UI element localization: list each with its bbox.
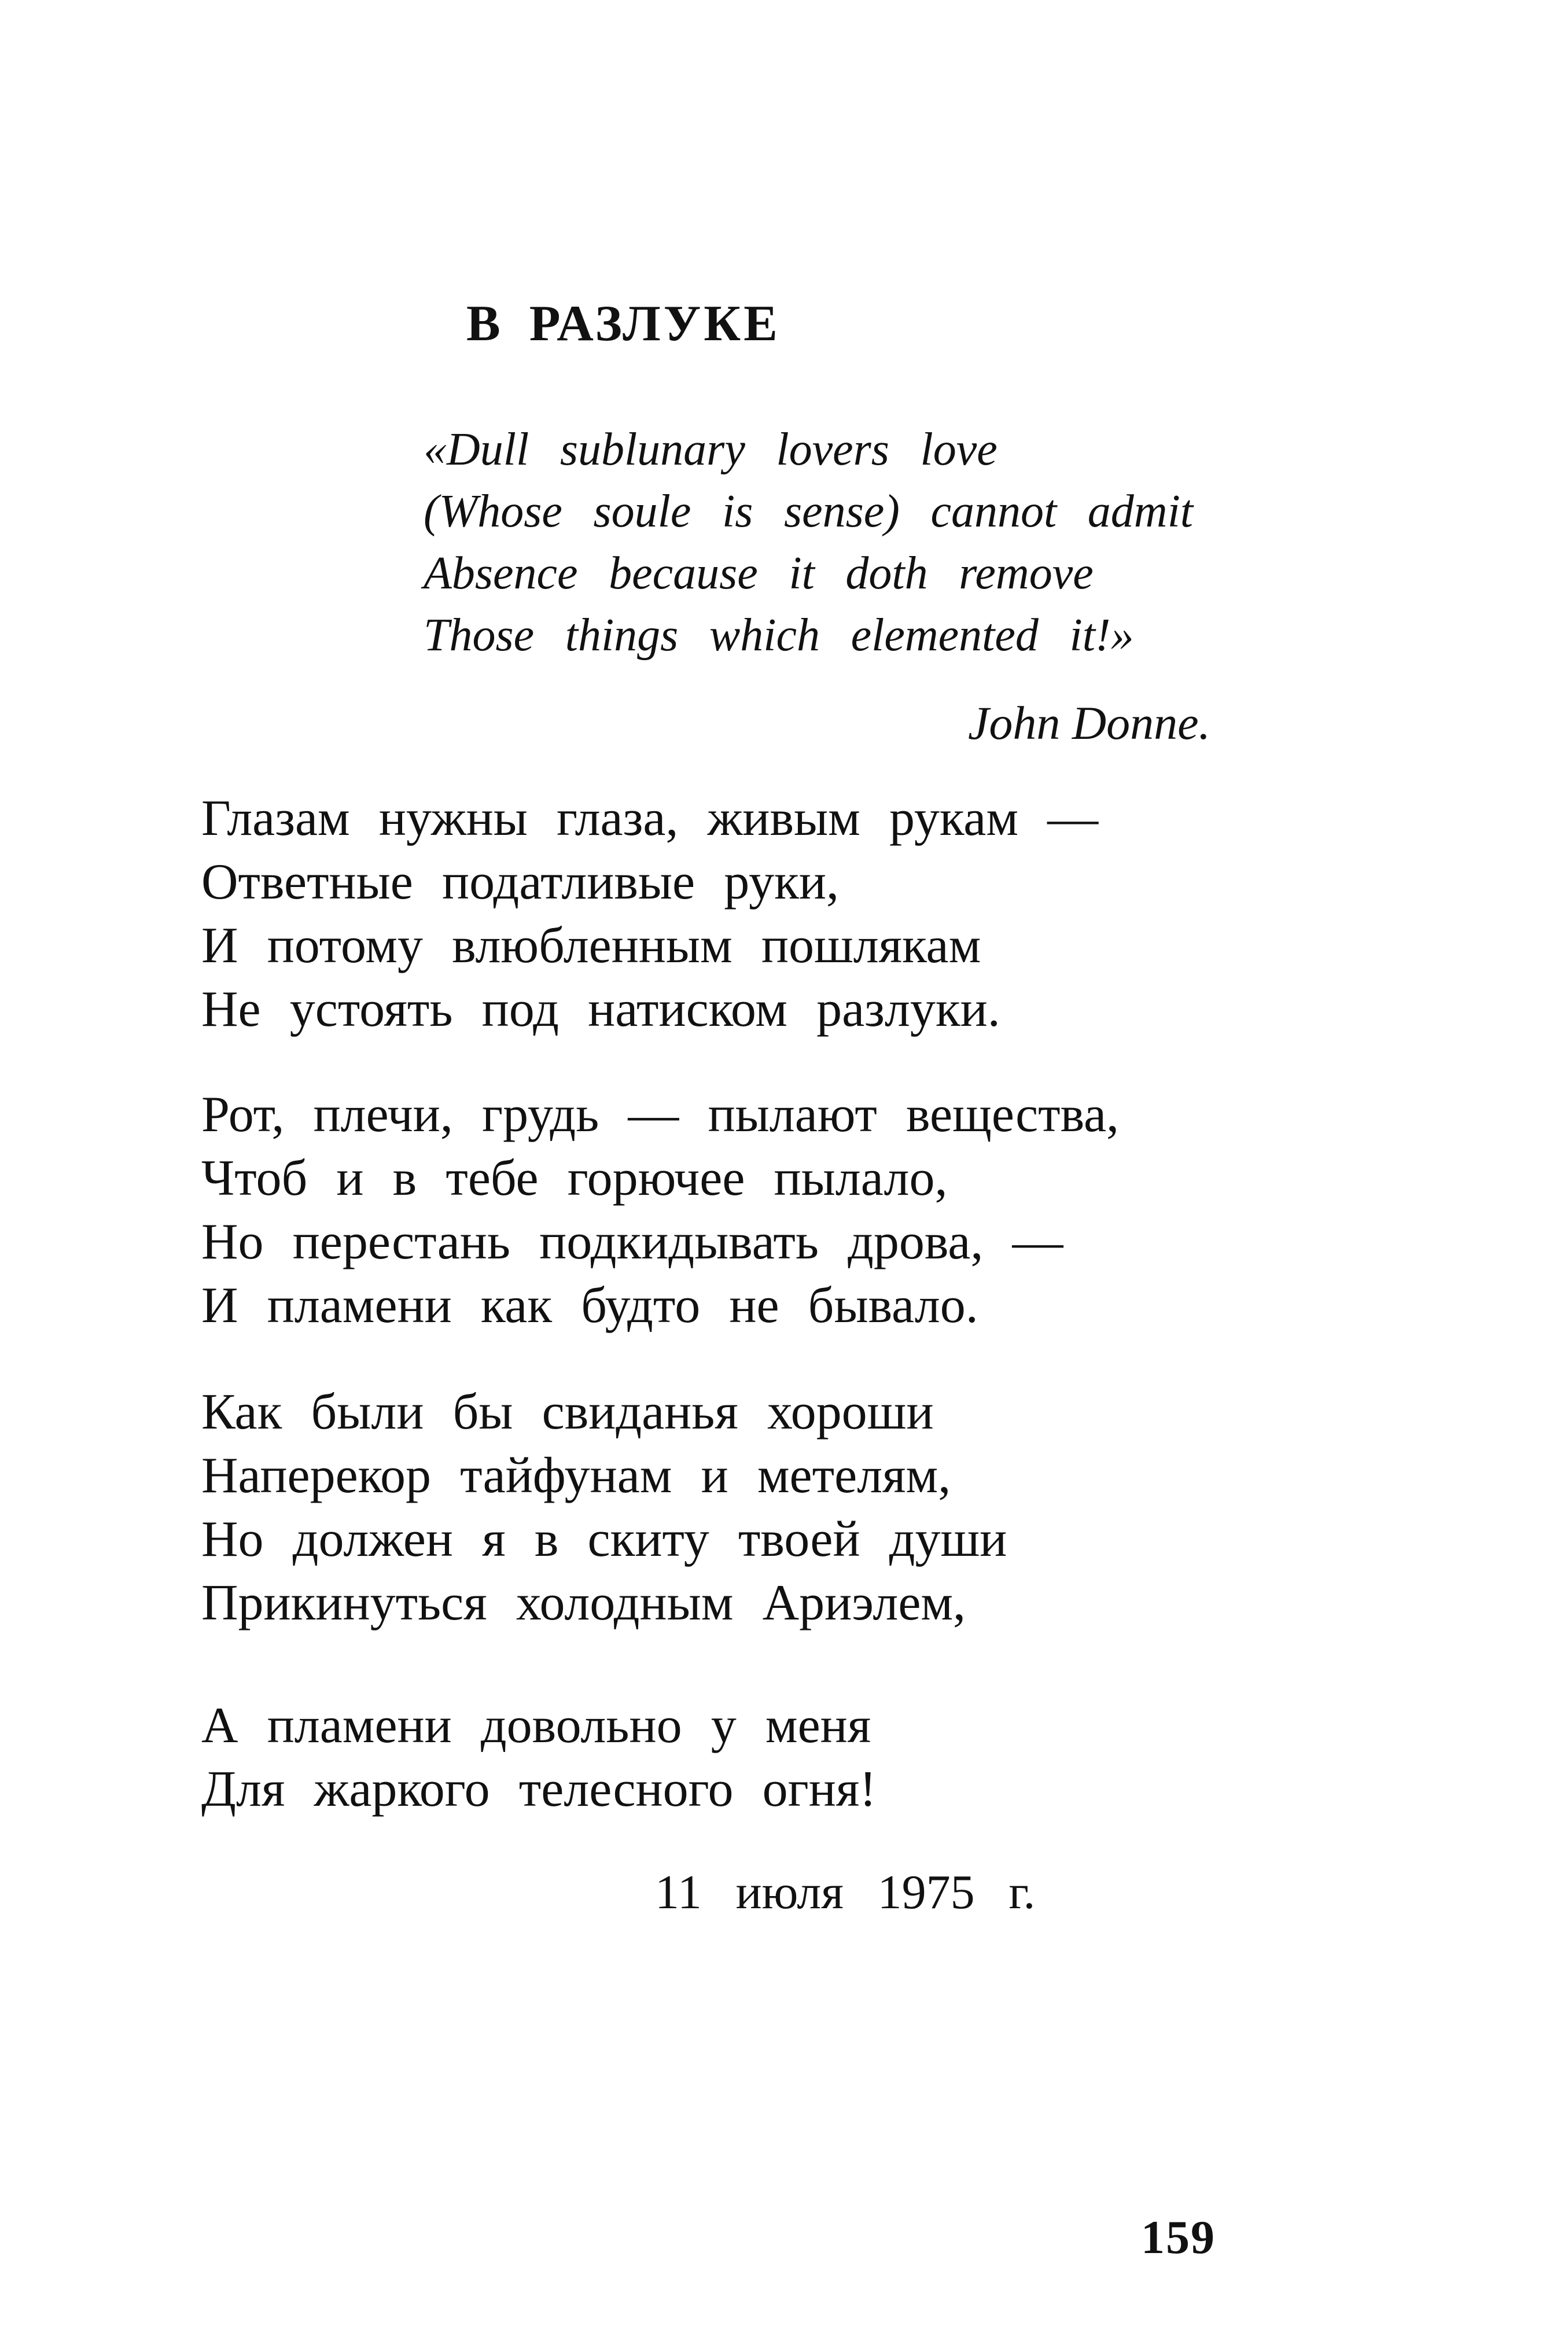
poem-line: Для жаркого телесного огня! — [201, 1761, 877, 1817]
poem-line: Глазам нужны глаза, живым рукам — — [201, 790, 1099, 846]
poem-line: И потому влюбленным пошлякам — [201, 918, 981, 974]
epigraph — [424, 419, 1210, 667]
poem-line: Но перестань подкидывать дрова, — — [201, 1214, 1063, 1270]
epigraph-line: «Dull sublunary lovers love — [424, 424, 998, 475]
poem-line: Прикинуться холодным Ариэлем, — [201, 1575, 966, 1631]
poem-title: В РАЗЛУКЕ — [466, 296, 781, 352]
poem-line: Как были бы свиданья хороши — [201, 1384, 934, 1440]
epigraph-line: Those things which elemented it!» — [424, 610, 1134, 661]
stanza — [201, 787, 1098, 1041]
epigraph-line: Absence because it doth remove — [424, 548, 1094, 599]
page-number: 159 — [1141, 2211, 1216, 2263]
stanza — [201, 1083, 1119, 1338]
poem-line: И пламени как будто не бывало. — [201, 1278, 978, 1334]
stanza — [201, 1694, 877, 1821]
poem-line: Не устоять под натиском разлуки. — [201, 981, 1000, 1037]
poem-line: Ответные податливые руки, — [201, 854, 839, 910]
poem-date: 11 июля 1975 г. — [655, 1865, 1036, 1919]
epigraph-attribution: John Donne. — [967, 697, 1210, 749]
stanza — [201, 1381, 1007, 1635]
poem-line: Чтоб и в тебе горючее пылало, — [201, 1150, 948, 1206]
poem-line: Рот, плечи, грудь — пылают вещества, — [201, 1087, 1120, 1143]
poem-line: Но должен я в скиту твоей души — [201, 1511, 1007, 1567]
epigraph-line: (Whose soule is sense) cannot admit — [424, 486, 1194, 537]
poem-line: Наперекор тайфунам и метелям, — [201, 1448, 951, 1504]
poem-line: А пламени довольно у меня — [201, 1698, 871, 1754]
